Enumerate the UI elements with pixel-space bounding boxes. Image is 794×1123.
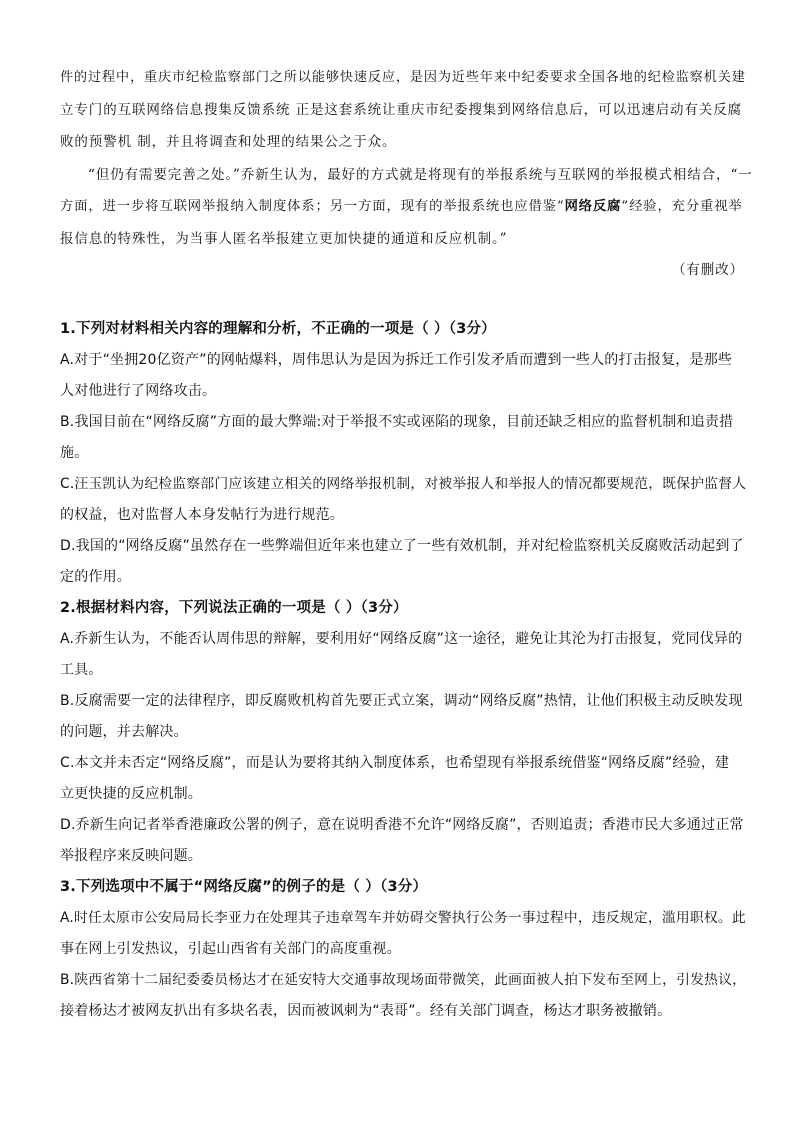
q2-option-d-cont: 举报程序来反映问题。 [60,848,202,864]
q2-option-b-cont: 的问题，并去解决。 [60,724,188,740]
q2-option-b: B.反腐需要一定的法律程序，即反腐败机构首先要正式立案，调动“网络反腐”热情，让他们积极主动反映发现 [60,693,743,709]
q1-option-d: D.我国的“网络反腐”虽然存在一些弊端但近年来也建立了一些有效机制，并对纪检监察机关反腐败活动起到了 [60,538,744,554]
q2-option-d: D.乔新生向记者举香港廉政公署的例子，意在说明香港不允许“网络反腐”，否则追责；香港市民大多通过正常 [60,817,744,833]
q2-option-c-cont: 立更快捷的反应机制。 [60,786,202,802]
passage-line: 报信息的特殊性，为当事人匿名举报建立更加快捷的通道和反应机制。” [60,231,508,247]
q1-option-a-cont: 人对他进行了网络攻击。 [60,383,217,399]
passage-line: 立专门的互联网络信息搜集反馈系统 正是这套系统让重庆市纪委搜集到网络信息后，可以迅速启动有关反腐 [60,102,742,118]
question-1-stem: 1.下列对材料相关内容的理解和分析，不正确的一项是（ ）（3分） [60,321,496,337]
q1-option-b: B.我国目前在“网络反腐”方面的最大弊端:对于举报不实或诬陷的现象，目前还缺乏相应的监督机制和追责措 [60,414,734,430]
passage-line [60,197,750,217]
q1-option-b-cont: 施。 [60,445,89,461]
passage-line: “但仍有需要完善之处。”乔新生认为，最好的方式就是将现有的举报系统与互联网的举报模式相结合，“一 [88,167,753,183]
passage-emphasis: 网络反腐 [564,199,622,214]
q3-option-b: B.陕西省第十二届纪委委员杨达才在延安特大交通事故现场面带微笑，此画面被人拍下发布至网上，引发热议， [60,972,747,988]
passage-line: 败的预警机 制，并且将调查和处理的结果公之于众。 [60,134,397,150]
question-3-stem: 3.下列选项中不属于“网络反腐”的例子的是（ ）（3分） [60,879,428,895]
q2-option-a-cont: 工具。 [60,662,103,678]
q3-option-a: A.时任太原市公安局局长李亚力在处理其子违章驾车并妨碍交警执行公务一事过程中，违反规定，滥用职权。此 [60,910,746,926]
q3-option-b-cont: 接着杨达才被网友扒出有多块名表，因而被讽刺为“表哥”。经有关部门调查，杨达才职务被撤销。 [60,1003,672,1019]
q1-option-c-cont: 的权益，也对监督人本身发帖行为进行规范。 [60,507,344,523]
passage-text: 方面，进一步将互联网举报纳入制度体系；另一方面，现有的举报系统也应借鉴“ [60,199,565,214]
q1-option-d-cont: 定的作用。 [60,569,131,585]
source-note: （有删改） [672,262,744,278]
question-2-stem: 2.根据材料内容，下列说法正确的一项是（ ）（3分） [60,600,408,616]
q1-option-a: A.对于“坐拥20亿资产”的网帖爆料，周伟思认为是因为拆迁工作引发矛盾而遭到一些人的打击报复，是那些 [60,352,733,368]
passage-line: 件的过程中，重庆市纪检监察部门之所以能够快速反应，是因为近些年来中纪委要求全国各地的纪检监察机关建 [60,70,746,85]
q1-option-c: C.汪玉凯认为纪检监察部门应该建立相关的网络举报机制，对被举报人和举报人的情况都要规范，既保护监督人 [60,476,747,492]
q3-option-a-cont: 事在网上引发热议，引起山西省有关部门的高度重视。 [60,941,401,957]
q2-option-a: A.乔新生认为，不能否认周伟思的辩解，要利用好“网络反腐”这一途径，避免让其沦为打击报复，党同伐异的 [60,631,743,647]
q2-option-c: C.本文并未否定“网络反腐”，而是认为要将其纳入制度体系，也希望现有举报系统借鉴“网络反腐”经验，建 [60,755,730,771]
passage-text: ”经验，充分重视举 [621,199,743,214]
